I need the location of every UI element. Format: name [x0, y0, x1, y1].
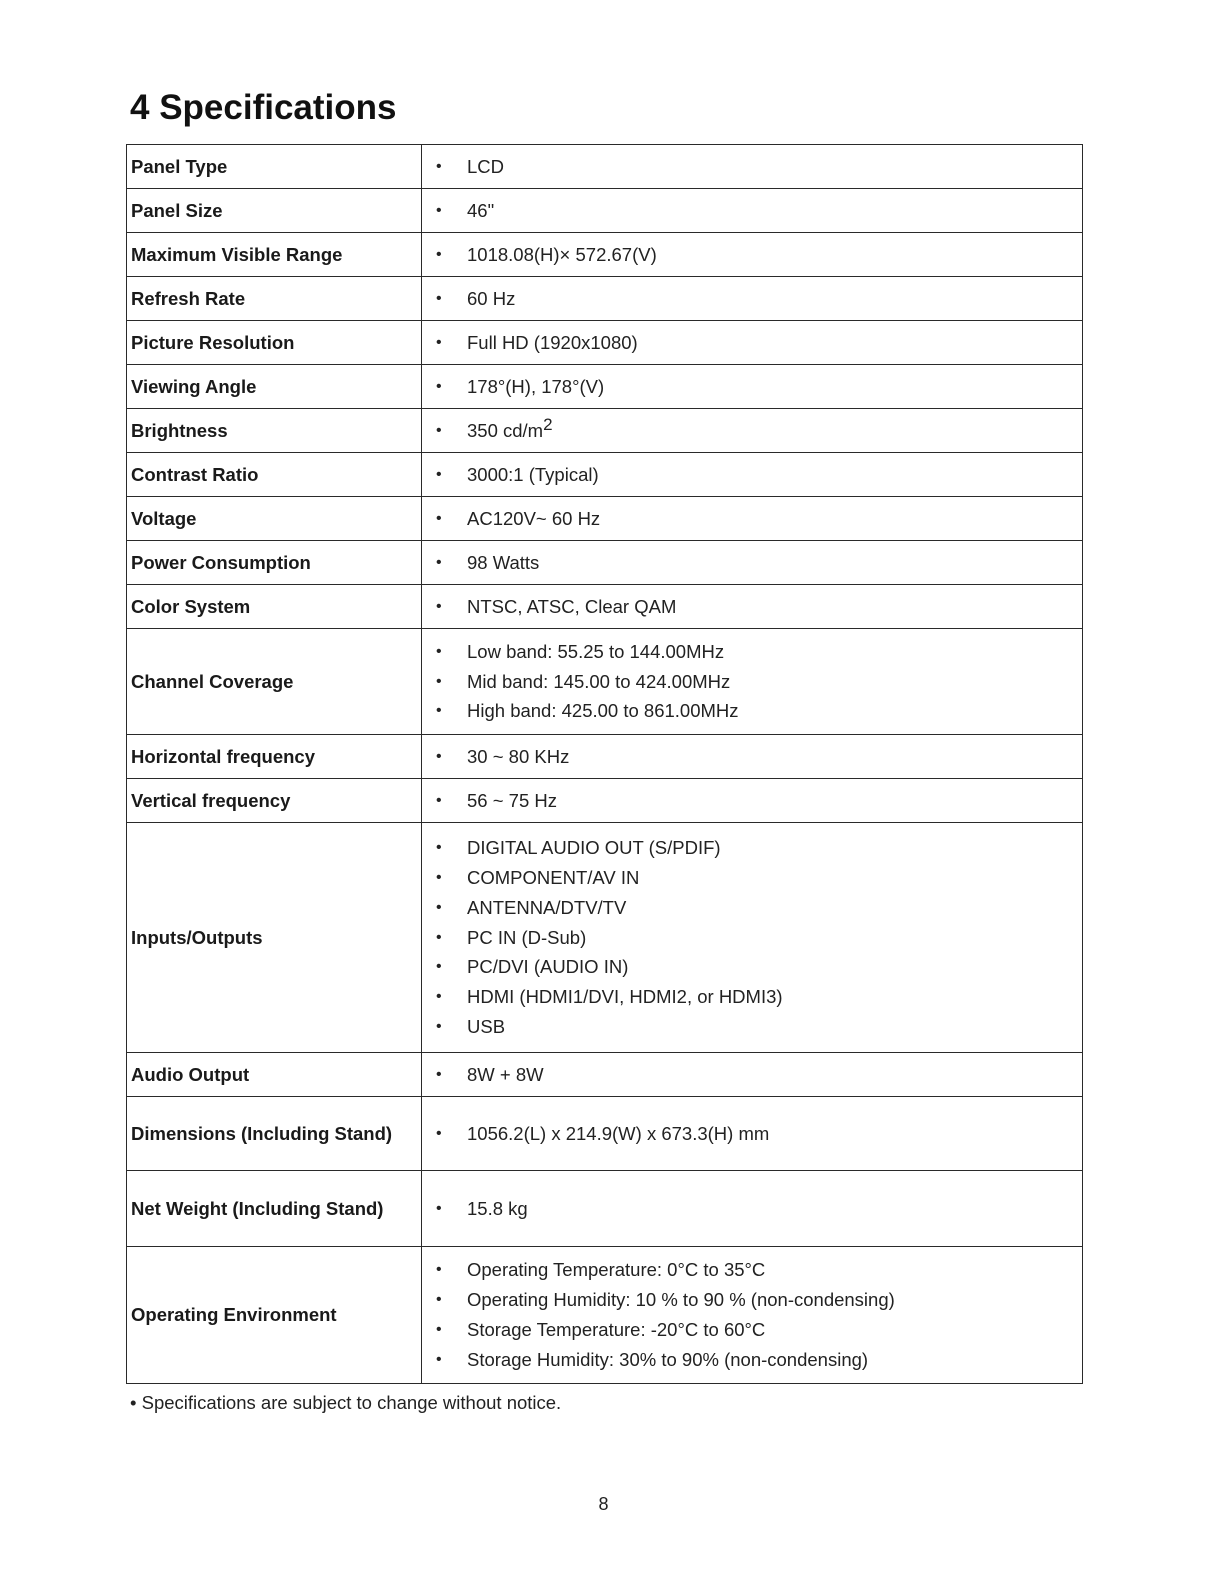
- spec-value-item: [436, 240, 1082, 270]
- spec-label: Operating Environment: [127, 1247, 422, 1384]
- bullet-icon: •: [436, 597, 442, 615]
- spec-value-item: [436, 637, 1082, 667]
- spec-label: Contrast Ratio: [127, 453, 422, 497]
- spec-label: Color System: [127, 585, 422, 629]
- spec-value-text: 15.8 kg: [467, 1197, 528, 1219]
- spec-value-item: [436, 548, 1082, 578]
- spec-value-item: [436, 742, 1082, 772]
- spec-value-text: 3000:1 (Typical): [467, 463, 599, 485]
- spec-value-item: [436, 460, 1082, 490]
- spec-value-text: 350 cd/m: [467, 419, 544, 441]
- spec-row-panel-size: [127, 189, 1083, 233]
- spec-value-item: [436, 1119, 1082, 1149]
- spec-label: Power Consumption: [127, 541, 422, 585]
- spec-row-panel-type: [127, 145, 1083, 189]
- spec-value-text: COMPONENT/AV IN: [467, 867, 640, 888]
- spec-value-text: LCD: [467, 155, 505, 177]
- spec-row-vertical-frequency: [127, 779, 1083, 823]
- spec-value-item: [436, 667, 1082, 697]
- spec-value-cell: [422, 629, 1083, 735]
- bullet-icon: •: [436, 421, 442, 439]
- spec-value-item: [436, 1285, 1082, 1315]
- spec-value-list: [436, 1255, 1082, 1374]
- spec-value-text: AC120V~ 60 Hz: [467, 507, 601, 529]
- spec-value-item: [436, 416, 1082, 446]
- spec-value-list: [436, 592, 1082, 622]
- bullet-icon: •: [436, 928, 442, 946]
- spec-row-contrast-ratio: [127, 453, 1083, 497]
- spec-label: Horizontal frequency: [127, 735, 422, 779]
- spec-value-list: [436, 548, 1082, 578]
- spec-value-item: [436, 1315, 1082, 1345]
- spec-value-item: [436, 504, 1082, 534]
- spec-row-picture-resolution: [127, 321, 1083, 365]
- spec-value-text: Storage Humidity: 30% to 90% (non-condensing): [467, 1348, 869, 1370]
- spec-row-dimensions-including-stand: [127, 1097, 1083, 1171]
- spec-value-item: [436, 952, 1082, 982]
- bullet-icon: •: [436, 1350, 442, 1368]
- spec-value-text: DIGITAL AUDIO OUT (S/PDIF): [467, 837, 721, 859]
- spec-value-list: [436, 742, 1082, 772]
- spec-value-item: [436, 1060, 1082, 1090]
- spec-row-maximum-visible-range: [127, 233, 1083, 277]
- spec-value-list: [436, 240, 1082, 270]
- spec-value-text: Operating Temperature: 0°C to 35°C: [467, 1259, 766, 1281]
- bullet-icon: •: [436, 509, 442, 527]
- spec-value-text: Mid band: 145.00 to 424.00MHz: [467, 670, 731, 692]
- spec-value-text: 8W + 8W: [467, 1063, 544, 1085]
- spec-value-text: USB: [467, 1015, 506, 1037]
- spec-value-cell: [422, 1053, 1083, 1097]
- spec-label: Brightness: [127, 409, 422, 453]
- spec-value-cell: [422, 497, 1083, 541]
- spec-label: Vertical frequency: [127, 779, 422, 823]
- spec-value-item: [436, 696, 1082, 726]
- spec-value-text: PC/DVI (AUDIO IN): [467, 956, 629, 978]
- spec-value-cell: [422, 585, 1083, 629]
- spec-label: Maximum Visible Range: [127, 233, 422, 277]
- bullet-icon: •: [436, 1199, 442, 1217]
- spec-value-list: [436, 637, 1082, 726]
- spec-label: Picture Resolution: [127, 321, 422, 365]
- spec-value-list: [436, 416, 1082, 446]
- spec-value-text: Operating Humidity: 10 % to 90 % (non-condensing): [467, 1289, 895, 1311]
- bullet-icon: •: [436, 988, 442, 1006]
- spec-value-item: [436, 152, 1082, 182]
- bullet-icon: •: [436, 1291, 442, 1309]
- bullet-icon: •: [436, 289, 442, 307]
- bullet-icon: •: [436, 672, 442, 690]
- spec-value-cell: [422, 1171, 1083, 1247]
- spec-value-item: [436, 592, 1082, 622]
- spec-value-item: [436, 923, 1082, 953]
- bullet-icon: •: [436, 1017, 442, 1035]
- spec-label: Panel Size: [127, 189, 422, 233]
- spec-value-cell: [422, 189, 1083, 233]
- spec-value-cell: [422, 1247, 1083, 1384]
- spec-label: Voltage: [127, 497, 422, 541]
- spec-value-cell: [422, 823, 1083, 1053]
- spec-value-text: 178°(H), 178°(V): [467, 375, 605, 397]
- specifications-table: [126, 144, 1083, 1384]
- spec-value-text: 98 Watts: [467, 551, 540, 573]
- bullet-icon: •: [436, 958, 442, 976]
- bullet-icon: •: [436, 377, 442, 395]
- bullet-icon: •: [436, 333, 442, 351]
- spec-value-text: 46": [467, 199, 495, 221]
- spec-value-list: [436, 372, 1082, 402]
- specifications-table-body: [127, 145, 1083, 1384]
- spec-label: Inputs/Outputs: [127, 823, 422, 1053]
- spec-row-power-consumption: [127, 541, 1083, 585]
- spec-value-list: [436, 786, 1082, 816]
- spec-value-item: [436, 1255, 1082, 1285]
- spec-value-item: [436, 893, 1082, 923]
- spec-value-cell: [422, 233, 1083, 277]
- bullet-icon: •: [436, 1321, 442, 1338]
- spec-value-list: [436, 1119, 1082, 1149]
- spec-value-text: PC IN (D-Sub): [467, 926, 587, 948]
- spec-value-item: [436, 284, 1082, 314]
- bullet-icon: •: [436, 1065, 442, 1083]
- bullet-icon: •: [436, 869, 442, 886]
- bullet-icon: •: [436, 201, 442, 219]
- spec-row-color-system: [127, 585, 1083, 629]
- spec-value-item: [436, 982, 1082, 1012]
- spec-value-cell: [422, 321, 1083, 365]
- spec-value-text: Low band: 55.25 to 144.00MHz: [467, 640, 725, 662]
- bullet-icon: •: [436, 245, 442, 263]
- spec-label: Viewing Angle: [127, 365, 422, 409]
- spec-value-text: 1018.08(H)× 572.67(V): [467, 243, 657, 265]
- bullet-icon: •: [436, 839, 442, 857]
- spec-value-text: HDMI (HDMI1/DVI, HDMI2, or HDMI3): [467, 986, 783, 1008]
- spec-value-item: [436, 1012, 1082, 1042]
- spec-row-audio-output: [127, 1053, 1083, 1097]
- spec-value-text: 60 Hz: [467, 287, 516, 309]
- spec-value-list: [436, 833, 1082, 1042]
- spec-row-inputs-outputs: [127, 823, 1083, 1053]
- page-number: 8: [598, 1494, 609, 1514]
- spec-value-list: [436, 196, 1082, 226]
- bullet-icon: •: [436, 747, 442, 765]
- spec-value-list: [436, 460, 1082, 490]
- bullet-icon: •: [436, 553, 442, 571]
- spec-row-horizontal-frequency: [127, 735, 1083, 779]
- spec-value-list: [436, 1194, 1082, 1224]
- page-title: 4 Specifications: [130, 88, 397, 127]
- spec-value-list: [436, 284, 1082, 314]
- spec-row-net-weight-including-stand: [127, 1171, 1083, 1247]
- footnote: • Specifications are subject to change without notice.: [130, 1392, 562, 1413]
- spec-value-item: [436, 1345, 1082, 1375]
- spec-value-cell: [422, 453, 1083, 497]
- spec-label: Panel Type: [127, 145, 422, 189]
- spec-value-item: [436, 863, 1082, 893]
- bullet-icon: •: [436, 1124, 442, 1142]
- bullet-icon: •: [436, 702, 442, 720]
- spec-row-refresh-rate: [127, 277, 1083, 321]
- spec-value-text: Storage Temperature: -20°C to 60°C: [467, 1319, 766, 1340]
- bullet-icon: •: [436, 791, 442, 809]
- spec-value-text: ANTENNA/DTV/TV: [467, 896, 627, 918]
- spec-label: Net Weight (Including Stand): [127, 1171, 422, 1247]
- spec-value-cell: [422, 145, 1083, 189]
- spec-value-text: 30 ~ 80 KHz: [467, 745, 570, 767]
- spec-value-item: [436, 833, 1082, 863]
- spec-row-voltage: [127, 497, 1083, 541]
- spec-label: Refresh Rate: [127, 277, 422, 321]
- spec-value-item: [436, 196, 1082, 226]
- spec-value-cell: [422, 1097, 1083, 1171]
- spec-value-text: 1056.2(L) x 214.9(W) x 673.3(H) mm: [467, 1122, 770, 1144]
- spec-label: Audio Output: [127, 1053, 422, 1097]
- spec-value-cell: [422, 735, 1083, 779]
- spec-value-list: [436, 328, 1082, 358]
- spec-value-item: [436, 786, 1082, 816]
- spec-value-item: [436, 372, 1082, 402]
- spec-row-channel-coverage: [127, 629, 1083, 735]
- bullet-icon: •: [436, 1261, 442, 1279]
- spec-value-list: [436, 152, 1082, 182]
- spec-value-text: Full HD (1920x1080): [467, 331, 638, 353]
- spec-value-text: 56 ~ 75 Hz: [467, 789, 557, 811]
- spec-value-item: [436, 328, 1082, 358]
- bullet-icon: •: [436, 157, 442, 175]
- bullet-icon: •: [436, 465, 442, 483]
- spec-value-cell: [422, 277, 1083, 321]
- bullet-icon: •: [436, 642, 442, 660]
- spec-value-text: NTSC, ATSC, Clear QAM: [467, 595, 677, 617]
- spec-row-brightness: [127, 409, 1083, 453]
- spec-value-item: [436, 1194, 1082, 1224]
- spec-row-operating-environment: [127, 1247, 1083, 1384]
- spec-value-cell: [422, 779, 1083, 823]
- spec-label: Dimensions (Including Stand): [127, 1097, 422, 1171]
- spec-row-viewing-angle: [127, 365, 1083, 409]
- spec-value-cell: [422, 365, 1083, 409]
- spec-value-list: [436, 504, 1082, 534]
- unit-superscript: 2: [543, 414, 553, 434]
- spec-value-cell: [422, 409, 1083, 453]
- spec-label: Channel Coverage: [127, 629, 422, 735]
- spec-value-list: [436, 1060, 1082, 1090]
- spec-value-cell: [422, 541, 1083, 585]
- spec-value-text: High band: 425.00 to 861.00MHz: [467, 700, 739, 722]
- bullet-icon: •: [436, 898, 442, 916]
